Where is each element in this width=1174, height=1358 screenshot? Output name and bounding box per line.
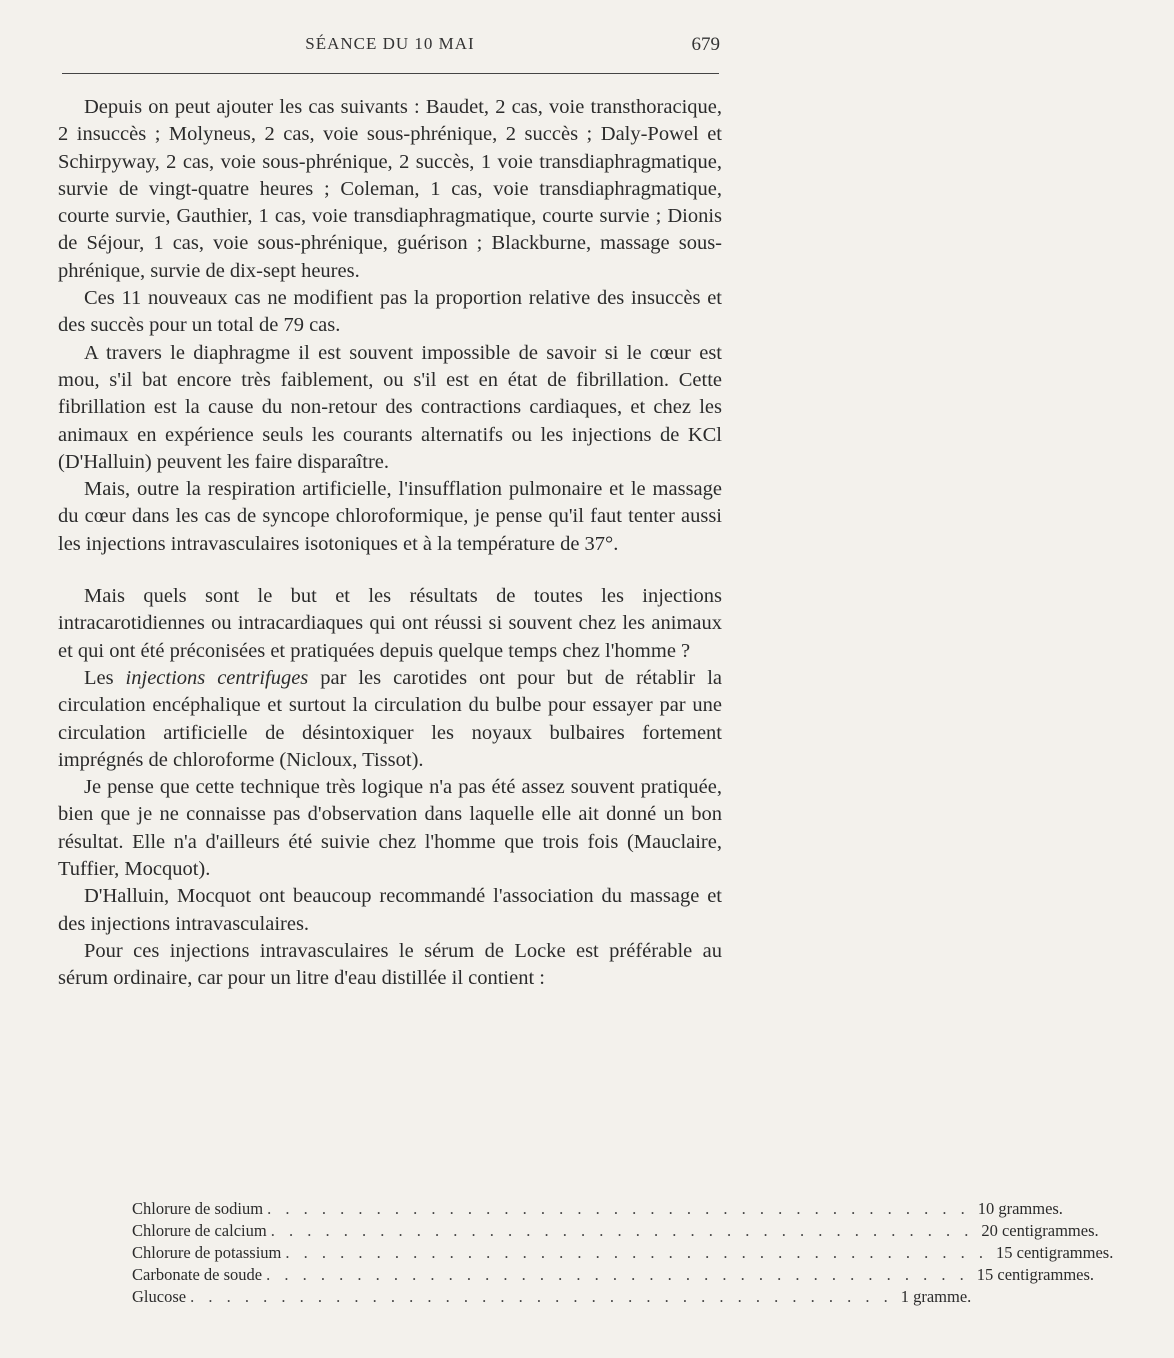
paragraph-massage: Mais, outre la respiration artificielle, l'insufflation pulmonaire et le massage du cœur dans les cas de syncope chloroformique, je pense qu'il faut tenter aussi les injections intravasculaires isotoniques et à la température de 37°. — [58, 478, 722, 555]
ingredient-quantity: 15 centigrammes. — [976, 1265, 1095, 1284]
ingredient-quantity: 1 gramme. — [900, 1287, 972, 1306]
paragraph-total: Ces 11 nouveaux cas ne modifient pas la proportion relative des insuccès et des succès pour un total de 79 cas. — [58, 287, 722, 337]
formula-row — [132, 1198, 1063, 1220]
ingredient-quantity: 20 centigrammes. — [981, 1221, 1099, 1240]
ingredient-name: Chlorure de calcium — [132, 1221, 267, 1240]
injections-lead: Les — [84, 666, 126, 689]
ingredient-name: Glucose — [132, 1287, 187, 1306]
injections-italic: injections centrifuges — [125, 666, 309, 689]
paragraph-locke: Pour ces injections intravasculaires le sérum de Locke est préférable au sérum ordinaire, car pour un litre d'eau distillée il contient : — [58, 939, 722, 990]
paragraph-cases: Depuis on peut ajouter les cas suivants : Baudet, 2 cas, voie transthoracique, 2 insuccès ; Molyneus, 2 cas, voie sous-phrénique, 2 succès ; Daly-Powel et Schirpyway, 2 cas, voie sous-phrénique, 2 succès, 1 voie transdiaphragmatique, survie de vingt-quatre heures ; Coleman, 1 cas, voie transdiaphragmatique, courte survie, Gauthier, 1 cas, voie transdiaphragmatique, courte survie ; Dionis de Séjour, 1 cas, voie sous-phrénique, guérison ; Blackburne, massage sous-phrénique, survie de dix-sept heures. — [58, 96, 722, 282]
ingredient-quantity: 15 centigrammes. — [996, 1243, 1114, 1262]
page-number: 679 — [691, 34, 720, 55]
dot-leader: . . . . . . . . . . . . . . . . . . . . . . . . . . . . . . . . . . . . . . . — [267, 1199, 970, 1218]
ingredient-quantity: 10 grammes. — [977, 1199, 1063, 1218]
formula-row — [132, 1220, 1099, 1242]
formula-row — [132, 1264, 1095, 1286]
formula-row — [132, 1286, 972, 1308]
body-text — [58, 94, 722, 993]
dot-leader: . . . . . . . . . . . . . . . . . . . . . . . . . . . . . . . . . . . . . . . — [266, 1265, 969, 1284]
ingredient-name: Chlorure de sodium — [132, 1199, 264, 1218]
header-rule — [62, 73, 719, 74]
dot-leader: . . . . . . . . . . . . . . . . . . . . . . . . . . . . . . . . . . . . . . . — [270, 1221, 974, 1240]
injections-rest: par les carotides ont pour but de rétablir la circulation encéphalique et surtout la circulation du bulbe pour essayer par une circulation artificielle de désintoxiquer les noyaux bulbaires fortement imprégnés de chloroforme (Nicloux, Tissot). — [58, 666, 722, 771]
paragraph-technique: Je pense que cette technique très logique n'a pas été assez souvent pratiquée, bien que je ne connaisse pas d'observation dans laquelle elle ait donné un bon résultat. Elle n'a d'ailleurs été suivie chez l'homme que trois fois (Mauclaire, Tuffier, Mocquot). — [58, 776, 722, 881]
locke-formula — [132, 1198, 1114, 1308]
dot-leader: . . . . . . . . . . . . . . . . . . . . . . . . . . . . . . . . . . . . . . . — [285, 1243, 989, 1262]
session-title: SÉANCE DU 10 MAI — [305, 34, 475, 53]
running-header — [60, 30, 720, 60]
ingredient-name: Carbonate de soude — [132, 1265, 263, 1284]
paragraph-question: Mais quels sont le but et les résultats de toutes les injections intracarotidiennes ou intracardiaques qui ont réussi si souvent chez les animaux et qui ont été préconisées et pratiquées depuis quelque temps chez l'homme ? — [58, 585, 722, 662]
dot-leader: . . . . . . . . . . . . . . . . . . . . . . . . . . . . . . . . . . . . . . . — [190, 1287, 893, 1306]
paragraph-association: D'Halluin, Mocquot ont beaucoup recommandé l'association du massage et des injections intravasculaires. — [58, 885, 722, 935]
paragraph-injections — [58, 665, 722, 774]
ingredient-name: Chlorure de potassium — [132, 1243, 282, 1262]
formula-row — [132, 1242, 1114, 1264]
paragraph-fibrillation: A travers le diaphragme il est souvent impossible de savoir si le cœur est mou, s'il bat encore très faiblement, ou s'il est en état de fibrillation. Cette fibrillation est la cause du non-retour des contractions cardiaques, et chez les animaux en expérience seuls les courants alternatifs ou les injections de KCl (D'Halluin) peuvent les faire disparaître. — [58, 341, 722, 473]
